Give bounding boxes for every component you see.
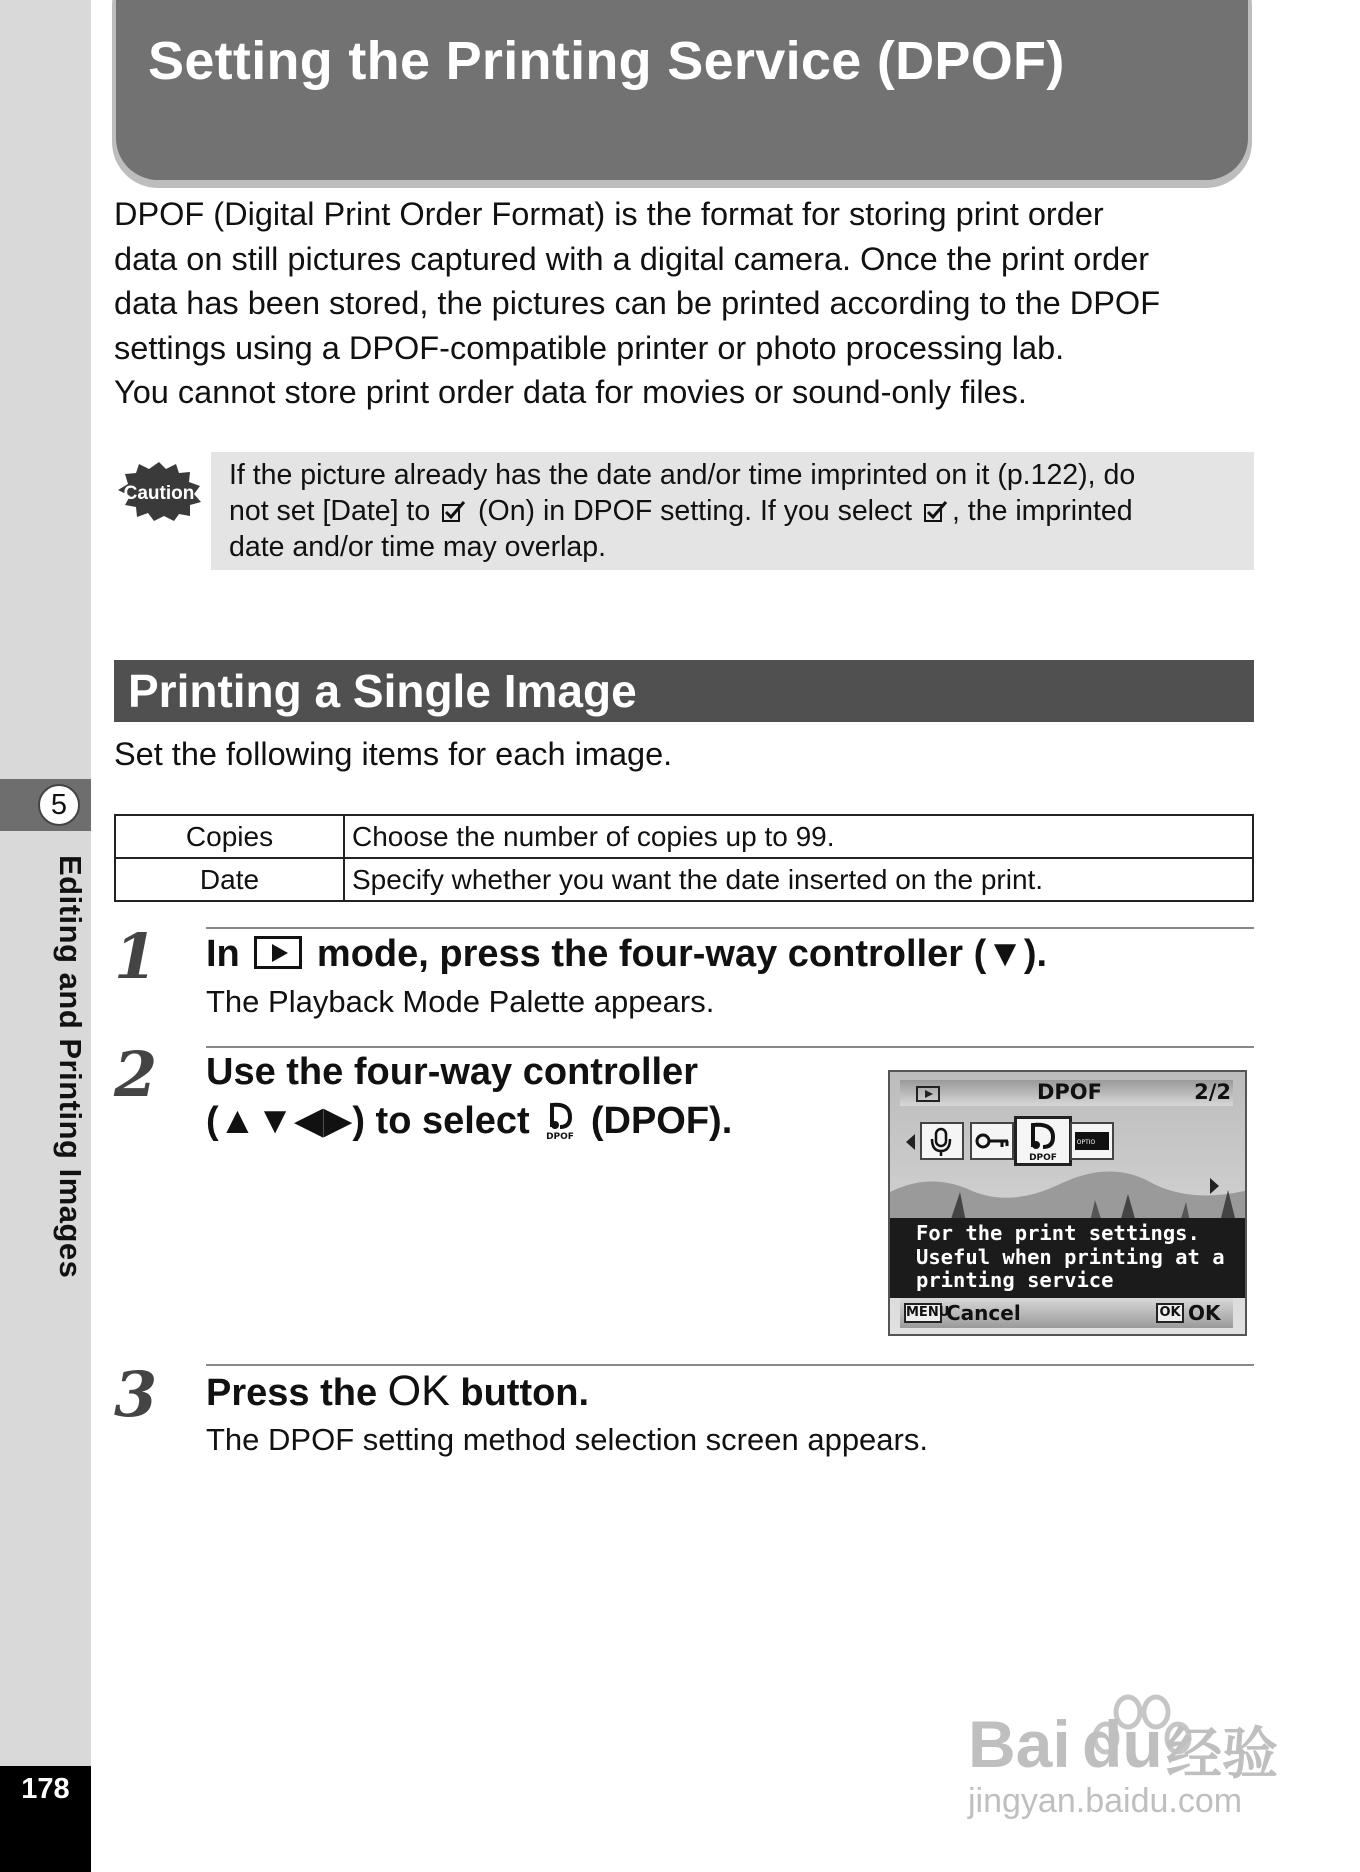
step-heading-text: (DPOF). (590, 1100, 733, 1142)
start-up-screen-label: OPTIO (1076, 1139, 1096, 1146)
dpof-icon (540, 1097, 580, 1141)
cancel-button[interactable]: Cancel (946, 1301, 1021, 1325)
caution-text: , the imprinted (951, 495, 1133, 527)
intro-line: You cannot store print order data for movies or sound-only files. (114, 374, 1027, 410)
step-heading: Use the four-way controller (206, 1051, 698, 1093)
step-heading-text: mode, press the four-way controller (▼). (316, 933, 1048, 975)
camera-page-indicator: 2/2 (1194, 1080, 1231, 1104)
ok-button-label: OK (387, 1367, 450, 1415)
help-line: For the print settings. (916, 1221, 1200, 1245)
intro-line: data has been stored, the pictures can be printed according to the DPOF (114, 285, 1161, 321)
playback-icon (254, 936, 302, 969)
protect-key-icon (970, 1122, 1014, 1160)
step-heading-text: (▲▼◀▶) to select (206, 1100, 530, 1142)
start-up-screen-icon (1070, 1122, 1114, 1160)
page-title: Setting the Printing Service (DPOF) (148, 31, 1065, 91)
caution-line: If the picture already has the date and/or time imprinted on it (p.122), do (229, 459, 1136, 491)
intro-line: data on still pictures captured with a digital camera. Once the print order (114, 240, 1150, 277)
intro-line: DPOF (Digital Print Order Format) is the format for storing print order (114, 196, 1104, 232)
watermark-cn: 经验 (1166, 1722, 1278, 1785)
step-number: 3 (114, 1358, 156, 1431)
step-heading (206, 930, 1047, 979)
intro-paragraph (114, 192, 1264, 415)
table-description-cell: Specify whether you want the date inserted on the print. (344, 858, 1253, 901)
step-number: 2 (114, 1038, 156, 1111)
step-description: The DPOF setting method selection screen appears. (206, 1422, 928, 1457)
step-heading-text: In (206, 933, 240, 975)
dpof-menu-icon (1014, 1116, 1072, 1166)
caution-note (211, 452, 1254, 570)
caution-line (229, 493, 1236, 529)
table-row (115, 815, 1253, 858)
watermark-url: jingyan.baidu.com (968, 1782, 1243, 1820)
caution-badge-label: Caution (123, 483, 195, 504)
step-description: The Playback Mode Palette appears. (206, 984, 715, 1019)
settings-table (114, 814, 1254, 902)
step-divider (206, 927, 1254, 929)
camera-screen (888, 1070, 1247, 1336)
section-lead: Set the following items for each image. (114, 736, 673, 772)
watermark-brand: Bai (968, 1707, 1071, 1781)
chapter-title: Editing and Printing Images (53, 855, 88, 1279)
table-row (115, 858, 1253, 901)
caution-text: not set [Date] to (229, 495, 431, 527)
step-number: 1 (114, 920, 156, 993)
camera-screen-title: DPOF (1036, 1080, 1103, 1104)
table-item-cell: Date (115, 858, 344, 901)
chapter-number: 5 (38, 784, 80, 826)
help-line: Useful when printing at a (916, 1244, 1225, 1269)
step-heading-text: button. (460, 1372, 590, 1414)
step-divider (206, 1364, 1254, 1366)
dpof-menu-label: DPOF (1029, 1153, 1057, 1163)
caution-icon (116, 460, 202, 522)
camera-help-text (890, 1218, 1247, 1298)
table-item-cell: Copies (115, 815, 344, 858)
checkbox-checked-icon (442, 500, 466, 522)
page-number: 178 (21, 1773, 70, 1805)
camera-right-arrow-icon (1210, 1178, 1219, 1194)
dpof-icon-label: DPOF (546, 1132, 575, 1141)
ok-key-icon: OK (1156, 1303, 1184, 1323)
intro-line: settings using a DPOF-compatible printer or photo processing lab. (114, 329, 1065, 366)
step-heading-text: Press the (206, 1372, 378, 1414)
section-heading: Printing a Single Image (114, 660, 1254, 722)
help-line: printing service (916, 1268, 1114, 1292)
camera-left-arrow-icon (906, 1134, 915, 1150)
watermark-brand-2: du (1082, 1707, 1163, 1781)
menu-key-icon: MENU (904, 1303, 942, 1323)
ok-button[interactable]: OK (1188, 1301, 1221, 1325)
step-heading (206, 1367, 589, 1418)
caution-line: date and/or time may overlap. (229, 531, 607, 563)
table-description-cell: Choose the number of copies up to 99. (344, 815, 1253, 858)
step-heading (206, 1097, 732, 1146)
voice-memo-icon (920, 1122, 964, 1160)
caution-text: (On) in DPOF setting. If you select (478, 495, 913, 527)
checkbox-checked-icon (924, 500, 948, 522)
